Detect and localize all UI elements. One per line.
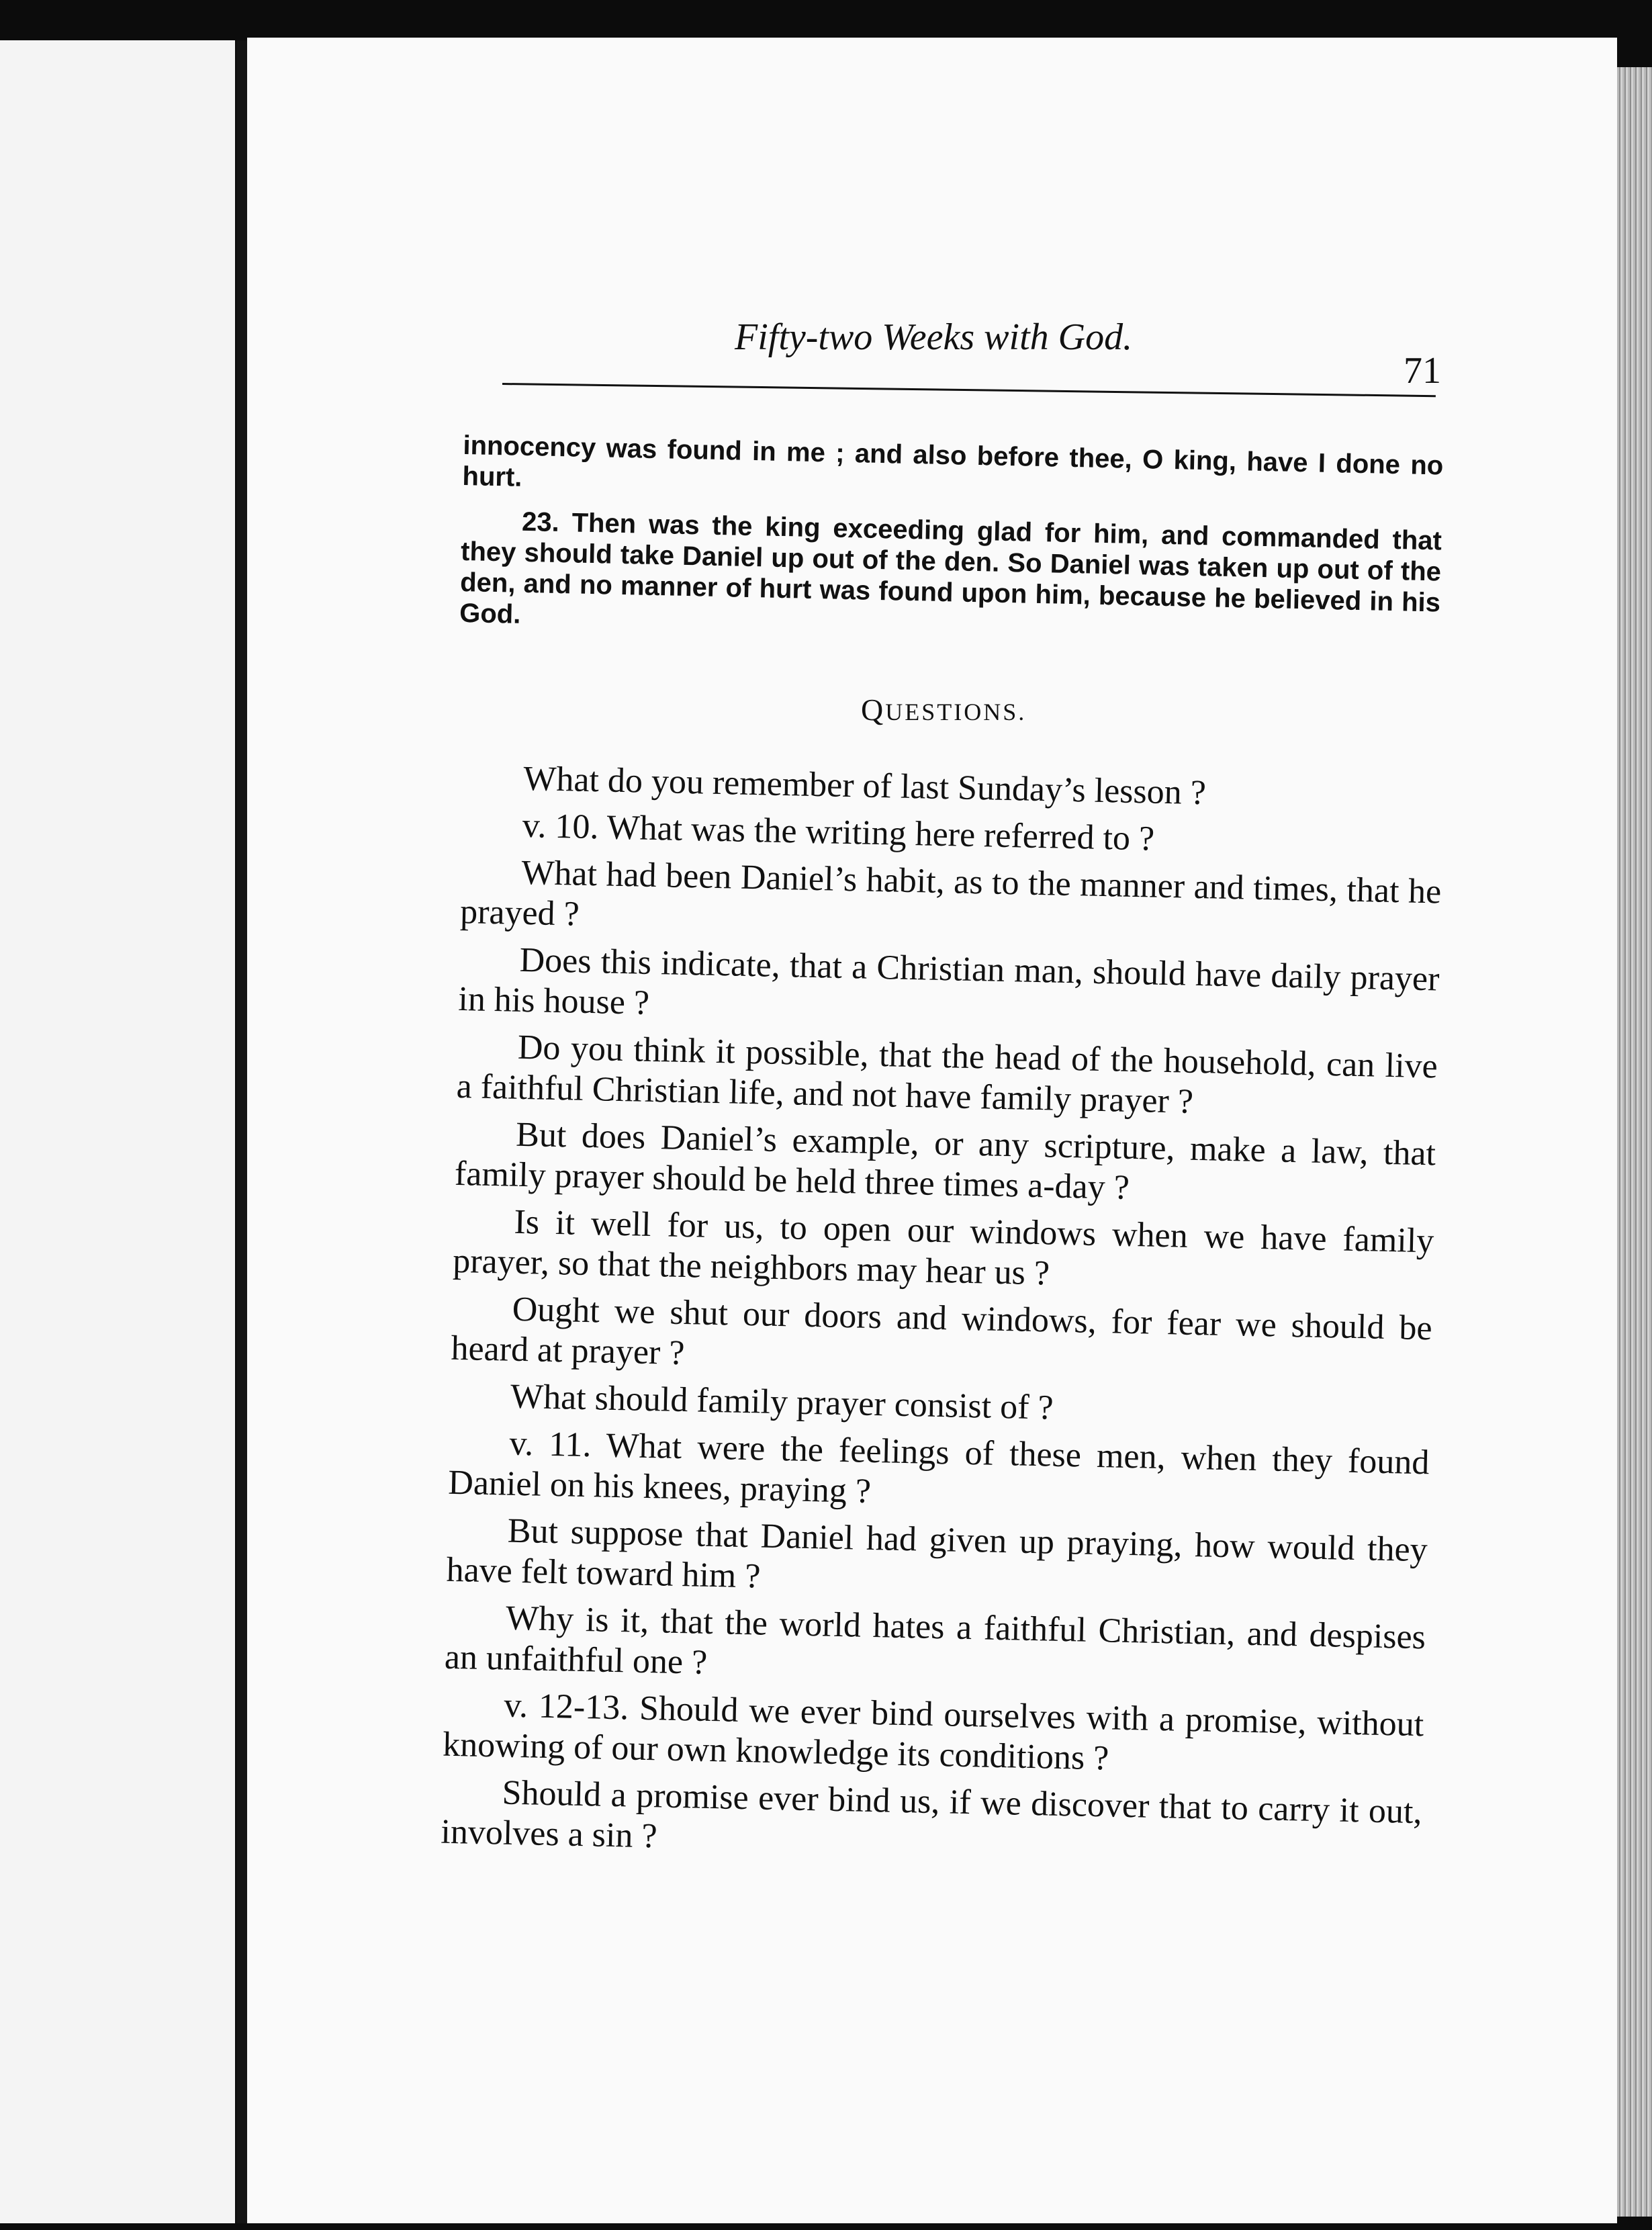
verse-paragraph: 23. Then was the king exceeding glad for him, and commanded that they should take Daniel up out of the den. So Daniel was taken up out of the den, and no manner of hurt was found upon him, because he believed in his God. xyxy=(459,506,1442,629)
question-item: v. 10. What was the writing here referred to ? xyxy=(522,806,1155,858)
questions-heading xyxy=(861,692,1026,727)
question-item: Do you think it possible, that the head of the household, can live a faithful Christian life, and not have family prayer ? xyxy=(456,1028,1438,1121)
question-item: Why is it, that the world hates a faithful Christian, and despises an unfaithful one ? xyxy=(444,1599,1426,1682)
question-item: Should a promise ever bind us, if we discover that to carry it out, involves a sin ? xyxy=(440,1773,1423,1856)
question-item: What should family prayer consist of ? xyxy=(510,1377,1054,1427)
heading-initial: Q xyxy=(861,693,886,727)
verse-text xyxy=(459,430,1443,663)
question-item: But suppose that Daniel had given up praying, how would they have felt toward him ? xyxy=(446,1511,1428,1596)
heading-rest: UESTIONS. xyxy=(885,699,1027,725)
running-title: Fifty-two Weeks with God. xyxy=(735,316,1133,358)
question-item: v. 12-13. Should we ever bind ourselves with a promise, without knowing of our own knowledge its conditions ? xyxy=(442,1686,1424,1778)
question-item: What had been Daniel’s habit, as to the manner and times, that he prayed ? xyxy=(459,853,1442,934)
book-gutter xyxy=(236,40,247,2223)
page-number: 71 xyxy=(1404,350,1441,392)
page-stack-edge xyxy=(1617,67,1652,2217)
question-item: Does this indicate, that a Christian man, should have daily prayer in his house ? xyxy=(457,940,1440,1022)
questions-list xyxy=(441,758,1444,1879)
left-page-edge xyxy=(0,40,235,2223)
question-item: v. 11. What were the feelings of these men, when they found Daniel on his knees, praying ? xyxy=(447,1424,1430,1511)
question-item: Ought we shut our doors and windows, for fear we should be heard at prayer ? xyxy=(450,1290,1433,1373)
question-item: But does Daniel’s example, or any scripture, make a law, that family prayer should be held three times a-day ? xyxy=(454,1115,1436,1207)
question-item: Is it well for us, to open our windows when we have family prayer, so that the neighbors may hear us ? xyxy=(452,1202,1434,1293)
verse-paragraph: innocency was found in me ; and also before thee, O king, have I done no hurt. xyxy=(462,430,1444,492)
question-item: What do you remember of last Sunday’s lesson ? xyxy=(522,759,1207,813)
